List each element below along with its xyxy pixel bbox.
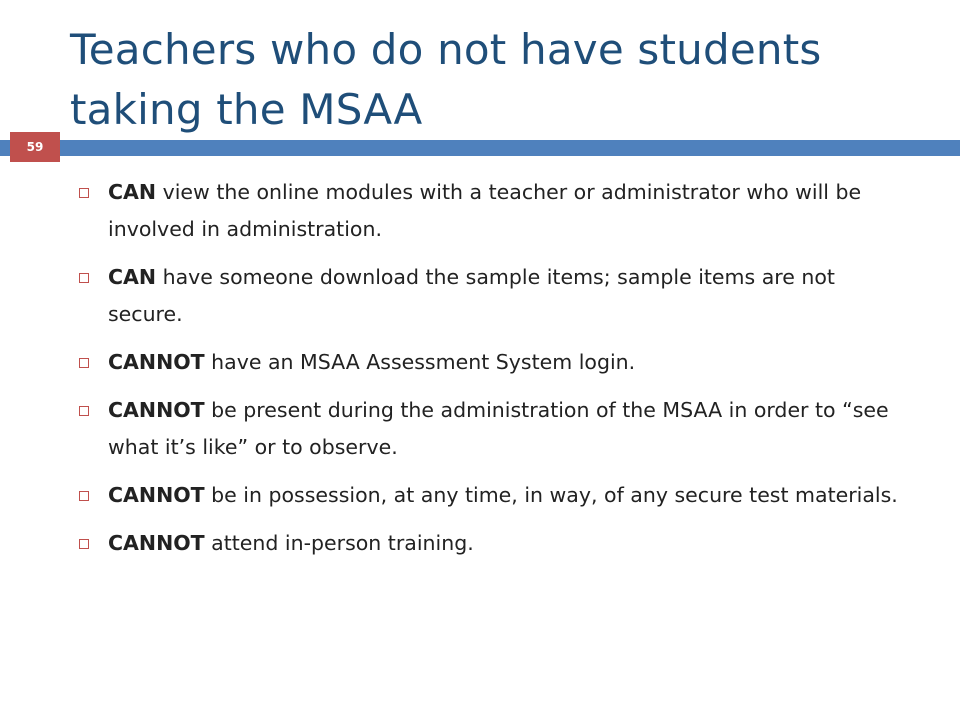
bullet-keyword: CAN [108, 180, 157, 204]
hollow-square-icon [79, 358, 89, 368]
title-accent-bar-right [60, 140, 960, 156]
bullet-keyword: CANNOT [108, 531, 205, 555]
bullet-item [76, 344, 906, 381]
bullet-item [76, 392, 906, 466]
hollow-square-icon [79, 273, 89, 283]
bullet-text: have someone download the sample items; sample items are not secure. [108, 265, 835, 326]
bullet-item [76, 477, 906, 514]
bullet-text: attend in-person training. [204, 531, 474, 555]
bullet-keyword: CANNOT [108, 483, 205, 507]
bullet-text: have an MSAA Assessment System login. [204, 350, 636, 374]
hollow-square-icon [79, 539, 89, 549]
title-accent-bar-left [0, 140, 10, 156]
bullet-item [76, 525, 906, 562]
bullet-item [76, 174, 906, 248]
bullet-text: be in possession, at any time, in way, of any secure test materials. [204, 483, 898, 507]
bullet-keyword: CANNOT [108, 398, 205, 422]
bullet-keyword: CANNOT [108, 350, 205, 374]
bullet-text: be present during the administration of the MSAA in order to “see what it’s like” or to observe. [108, 398, 889, 459]
slide-title: Teachers who do not have students taking the MSAA [70, 25, 822, 134]
hollow-square-icon [79, 188, 89, 198]
hollow-square-icon [79, 406, 89, 416]
bullet-list [76, 174, 906, 573]
bullet-keyword: CAN [108, 265, 157, 289]
hollow-square-icon [79, 491, 89, 501]
bullet-text: view the online modules with a teacher or administrator who will be involved in administration. [108, 180, 862, 241]
bullet-item [76, 259, 906, 333]
slide-number-badge: 59 [10, 132, 60, 162]
